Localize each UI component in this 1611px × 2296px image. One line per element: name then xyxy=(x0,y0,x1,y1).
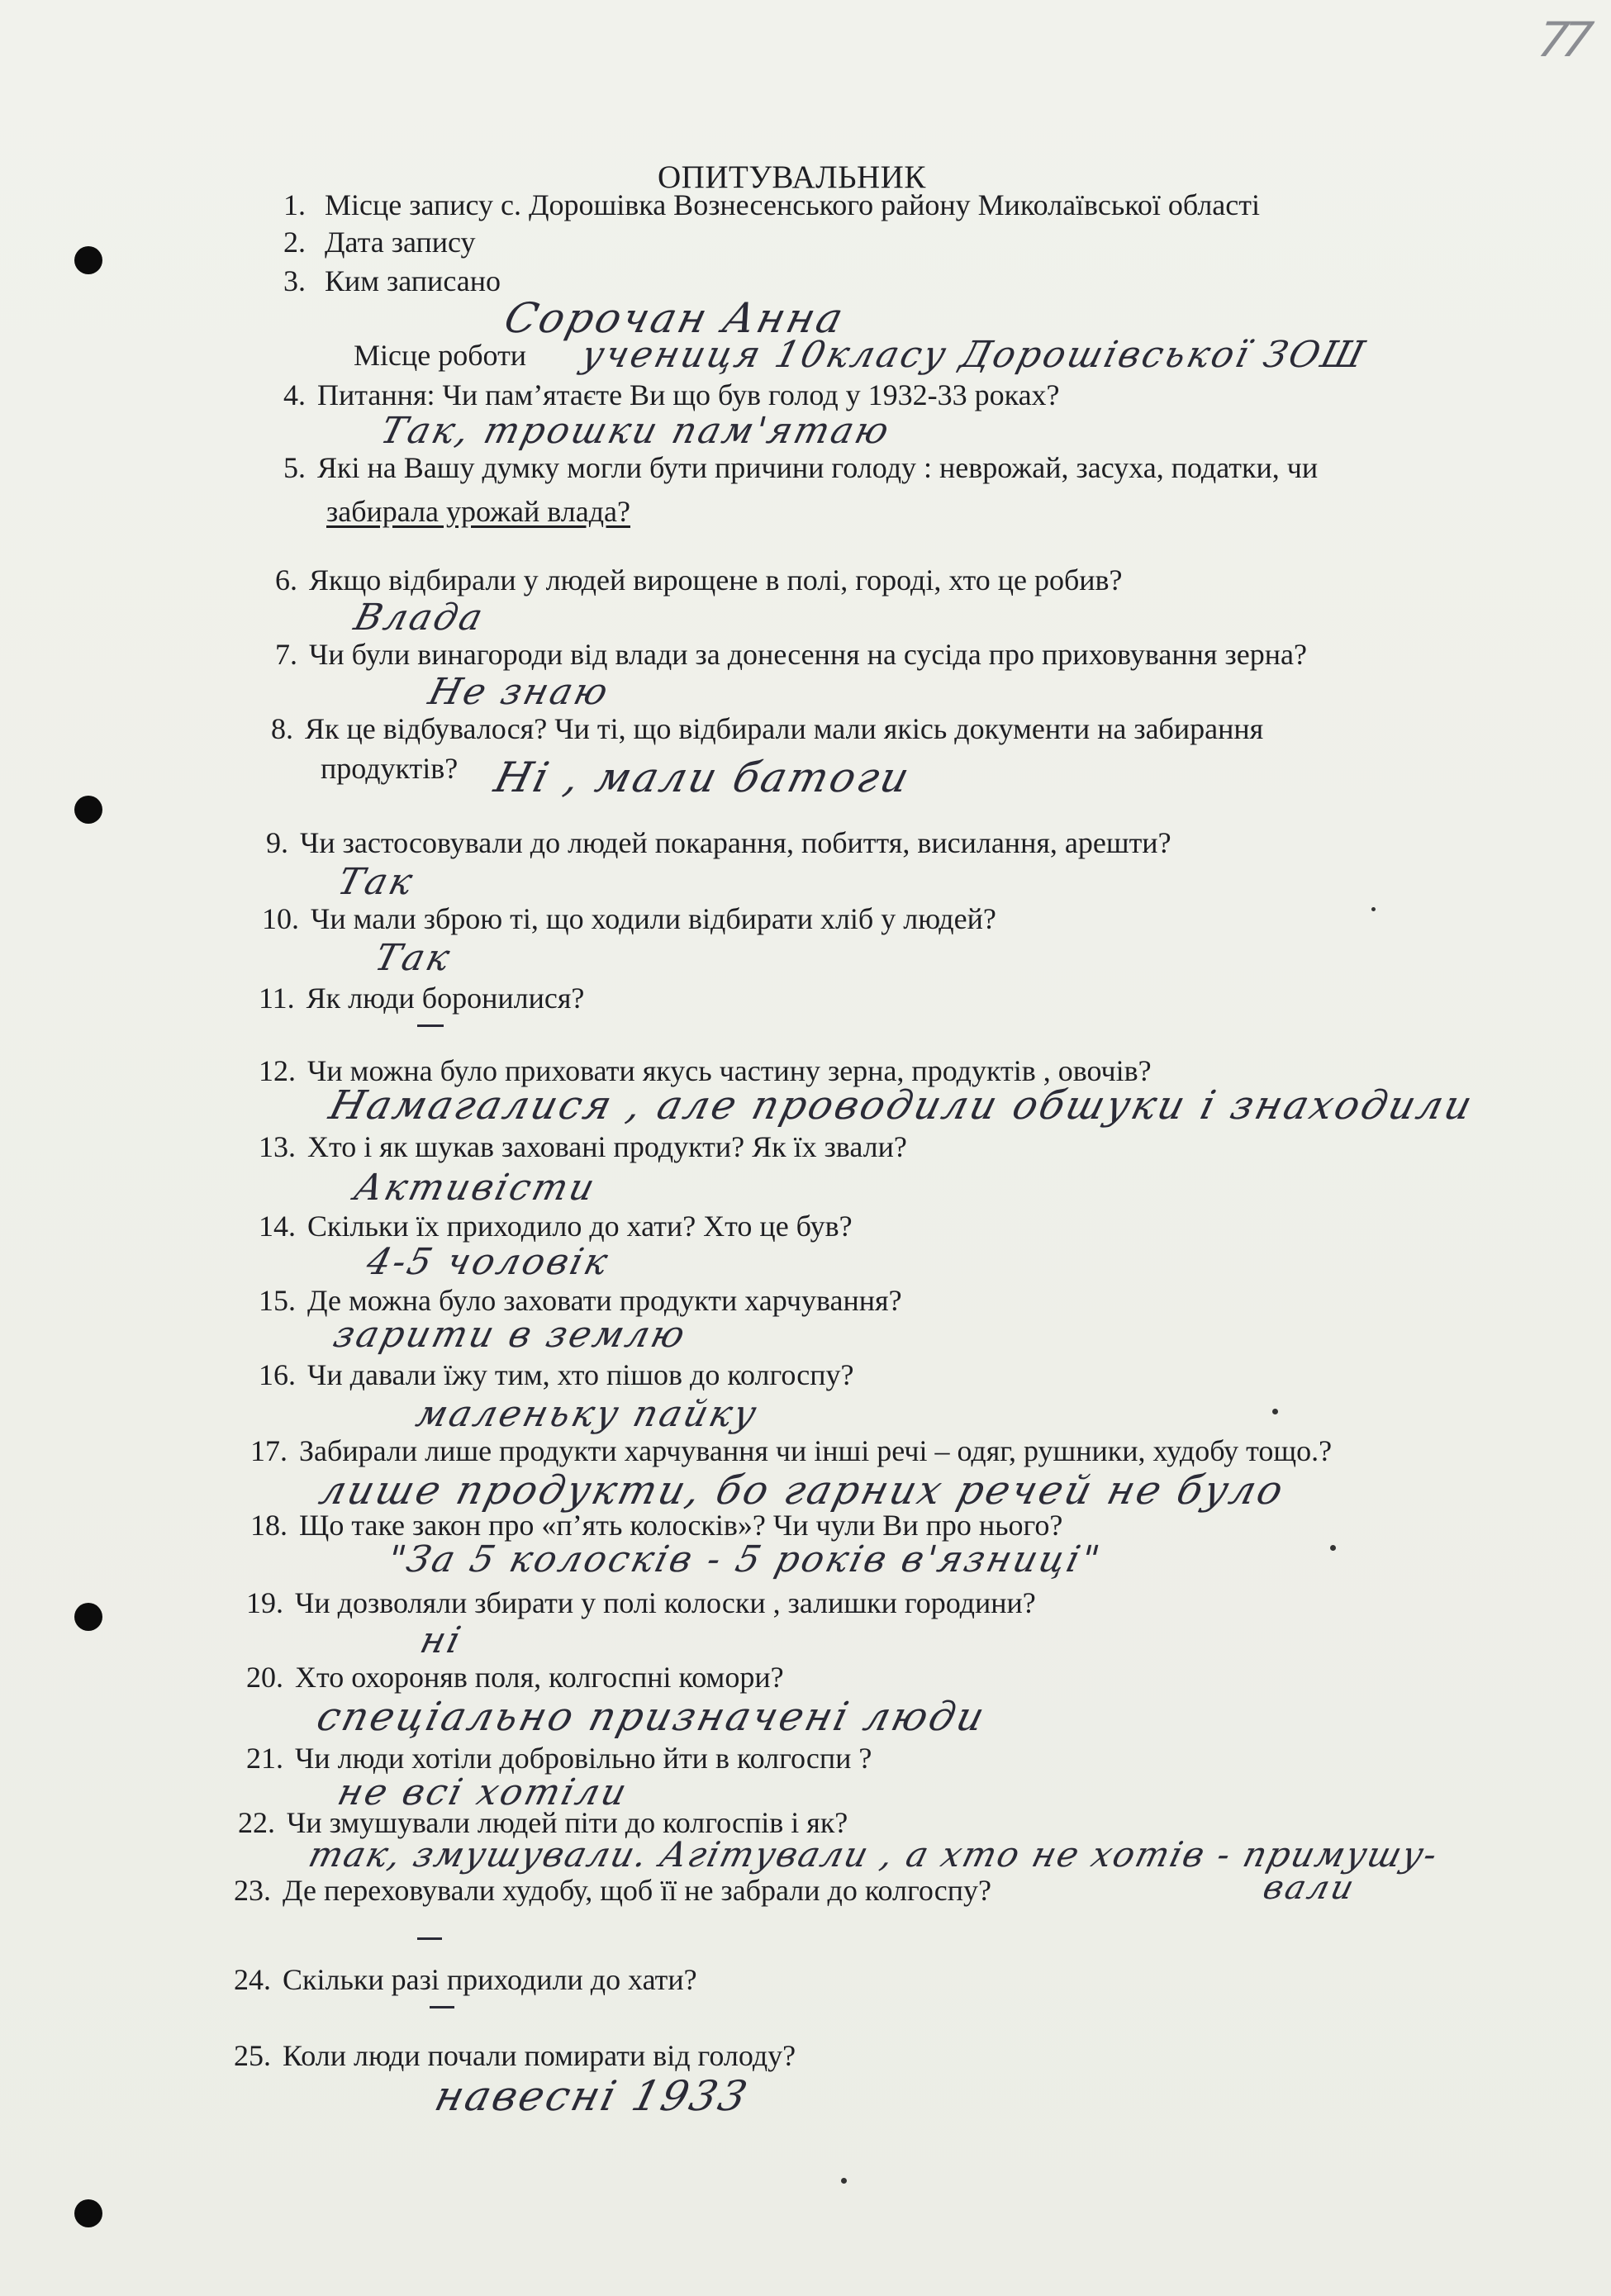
answer-14: 4-5 чоловік xyxy=(362,1241,615,1283)
field-number: 3. xyxy=(283,264,306,297)
ink-dot xyxy=(1371,907,1376,911)
punch-hole xyxy=(74,796,102,824)
answer-workplace: учениця 10класу Дорошівської ЗОШ xyxy=(577,334,1371,376)
answer-8: Ні , мали батоги xyxy=(489,753,917,801)
answer-24 xyxy=(430,2006,454,2008)
question-7 xyxy=(275,639,1307,669)
question-24 xyxy=(234,1965,697,1994)
question-5-continued: забирала урожай влада? xyxy=(326,495,630,528)
question-text: Чи застосовували до людей покарання, побиття, висилання, арешти? xyxy=(300,826,1171,859)
punch-hole xyxy=(74,246,102,274)
question-text: Чи давали їжу тим, хто пішов до колгоспу? xyxy=(307,1358,854,1391)
answer-recorder: Сорочан Анна xyxy=(499,294,850,342)
question-23 xyxy=(234,1875,991,1905)
question-8 xyxy=(271,714,1263,744)
question-text: Чи були винагороди від влади за донесення на сусіда про приховування зерна? xyxy=(309,638,1307,671)
field-label: Ким записано xyxy=(325,264,501,297)
question-text: Чи змушували людей піти до колгоспів і як? xyxy=(287,1806,848,1839)
question-number: 15. xyxy=(259,1284,296,1317)
question-number: 11. xyxy=(259,982,295,1015)
ink-dot xyxy=(1272,1409,1278,1414)
question-number: 5. xyxy=(283,451,306,484)
question-5 xyxy=(283,453,1318,482)
answer-17: лише продукти, бо гарних речей не було xyxy=(315,1467,1290,1514)
answer-7: Не знаю xyxy=(424,671,615,713)
answer-25: навесні 1933 xyxy=(430,2072,754,2120)
field-number: 1. xyxy=(283,188,306,221)
question-19 xyxy=(246,1588,1036,1618)
answer-6: Влада xyxy=(349,597,490,639)
question-number: 9. xyxy=(266,826,288,859)
question-number: 17. xyxy=(250,1434,288,1467)
question-20 xyxy=(246,1662,784,1692)
question-number: 24. xyxy=(234,1963,271,1996)
question-text: Хто охороняв поля, колгоспні комори? xyxy=(295,1661,784,1694)
answer-22-continued: вали xyxy=(1259,1869,1361,1907)
question-text: Де можна було заховати продукти харчування? xyxy=(307,1284,902,1317)
question-15 xyxy=(259,1286,902,1315)
question-text: Якщо відбирали у людей вирощене в полі, городі, хто це робив? xyxy=(309,563,1123,597)
punch-hole xyxy=(74,2199,102,2227)
question-number: 14. xyxy=(259,1210,296,1243)
field-value: с. Дорошівка Вознесенського району Миколаївської області xyxy=(501,188,1260,221)
answer-13: Активісти xyxy=(349,1167,601,1209)
question-text: Як це відбувалося? Чи ті, що відбирали мали якісь документи на забирання xyxy=(305,712,1264,745)
question-18 xyxy=(250,1510,1062,1540)
field-number: 2. xyxy=(283,226,306,259)
question-14 xyxy=(259,1211,853,1241)
page-title: ОПИТУВАЛЬНИК xyxy=(658,159,926,195)
ink-dot xyxy=(841,2178,847,2184)
field-label: Дата запису xyxy=(325,226,476,259)
question-11 xyxy=(259,983,584,1013)
question-number: 10. xyxy=(262,902,299,935)
field-label: Місце запису xyxy=(325,188,493,221)
question-text: Забирали лише продукти харчування чи інші речі – одяг, рушники, худобу тощо.? xyxy=(299,1434,1333,1467)
question-10 xyxy=(262,904,996,934)
question-number: 4. xyxy=(283,378,306,411)
question-text: Чи дозволяли збирати у полі колоски , залишки городини? xyxy=(295,1586,1036,1619)
field-date xyxy=(283,227,476,257)
question-number: 8. xyxy=(271,712,293,745)
question-text: Чи можна було приховати якусь частину зерна, продуктів , овочів? xyxy=(307,1054,1152,1087)
question-text: Що таке закон про «п’ять колосків»? Чи чули Ви про нього? xyxy=(299,1509,1063,1542)
question-17 xyxy=(250,1436,1332,1466)
question-text: Чи люди хотіли добровільно йти в колгоспи ? xyxy=(295,1742,872,1775)
question-21 xyxy=(246,1743,872,1773)
question-number: 20. xyxy=(246,1661,283,1694)
question-number: 12. xyxy=(259,1054,296,1087)
answer-9: Так xyxy=(333,861,420,903)
answer-4: Так, трошки пам'ятаю xyxy=(376,410,896,452)
question-12 xyxy=(259,1056,1152,1086)
question-number: 22. xyxy=(238,1806,275,1839)
question-number: 7. xyxy=(275,638,297,671)
answer-23 xyxy=(417,1937,442,1940)
question-text: Як люди боронилися? xyxy=(306,982,585,1015)
question-25 xyxy=(234,2041,796,2070)
field-recorder xyxy=(283,266,501,296)
question-6 xyxy=(275,565,1123,595)
question-9 xyxy=(266,828,1171,858)
question-number: 6. xyxy=(275,563,297,597)
question-text: Скільки їх приходило до хати? Хто це був? xyxy=(307,1210,853,1243)
page-number: 77 xyxy=(1534,12,1590,68)
answer-19: ні xyxy=(416,1619,468,1661)
question-number: 18. xyxy=(250,1509,288,1542)
question-number: 25. xyxy=(234,2039,271,2072)
field-workplace xyxy=(354,340,526,370)
field-label: Місце роботи xyxy=(354,339,527,372)
question-number: 23. xyxy=(234,1874,271,1907)
answer-22: так, змушували. Агітували , а хто не хотів - примушу- xyxy=(304,1834,1443,1875)
field-place xyxy=(283,190,1260,220)
answer-10: Так xyxy=(370,937,457,979)
question-4 xyxy=(283,380,1060,410)
question-number: 16. xyxy=(259,1358,296,1391)
question-number: 19. xyxy=(246,1586,283,1619)
question-text: Де переховували худобу, щоб її не забрали до колгоспу? xyxy=(283,1874,991,1907)
question-text: Коли люди почали помирати від голоду? xyxy=(283,2039,796,2072)
question-8-continued: продуктів? xyxy=(321,752,459,785)
question-number: 13. xyxy=(259,1130,296,1163)
question-13 xyxy=(259,1132,907,1162)
question-text: Які на Вашу думку могли бути причини голоду : неврожай, засуха, податки, чи xyxy=(317,451,1319,484)
answer-12: Намагалися , але проводили обшуки і знаходили xyxy=(325,1082,1480,1129)
answer-11 xyxy=(417,1024,444,1027)
question-text: Скільки разі приходили до хати? xyxy=(283,1963,697,1996)
question-16 xyxy=(259,1360,853,1390)
answer-15: зарити в землю xyxy=(329,1314,692,1356)
punch-hole xyxy=(74,1603,102,1631)
question-text: Хто і як шукав заховані продукти? Як їх звали? xyxy=(307,1130,907,1163)
question-number: 21. xyxy=(246,1742,283,1775)
answer-16: маленьку пайку xyxy=(411,1393,763,1435)
ink-dot xyxy=(1330,1545,1336,1551)
question-22 xyxy=(238,1808,848,1837)
answer-20: спеціально призначені люди xyxy=(312,1694,991,1740)
question-text: Чи мали зброю ті, що ходили відбирати хліб у людей? xyxy=(311,902,996,935)
question-text: Питання: Чи пам’ятаєте Ви що був голод у 1932-33 роках? xyxy=(317,378,1060,411)
answer-21: не всі хотіли xyxy=(333,1771,634,1814)
answer-18: "За 5 колосків - 5 років в'язниці" xyxy=(383,1538,1106,1581)
